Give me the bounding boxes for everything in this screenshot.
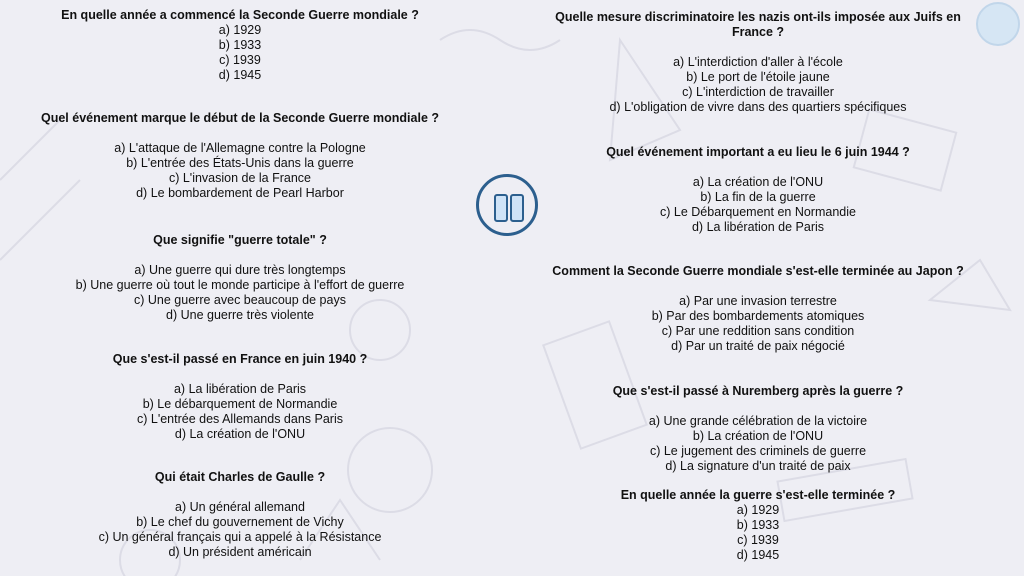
answer-option: a) Une grande célébration de la victoire xyxy=(648,414,868,428)
answer-option: a) L'attaque de l'Allemagne contre la Pologne xyxy=(114,141,366,155)
answer-option: a) Une guerre qui dure très longtemps xyxy=(134,263,346,277)
answer-option: d) La libération de Paris xyxy=(691,220,825,234)
question-title: Que s'est-il passé en France en juin 1940 ? xyxy=(112,352,368,366)
question-title: En quelle année la guerre s'est-elle terminée ? xyxy=(620,488,896,502)
answer-option: c) L'invasion de la France xyxy=(168,171,312,185)
question-block-5 xyxy=(20,470,460,560)
question-block-6 xyxy=(518,10,998,115)
question-block-10 xyxy=(518,488,998,563)
question-block-3 xyxy=(20,233,460,323)
question-title: Comment la Seconde Guerre mondiale s'est-elle terminée au Japon ? xyxy=(552,264,964,278)
answer-option: c) Une guerre avec beaucoup de pays xyxy=(134,293,346,307)
answer-option: b) Par des bombardements atomiques xyxy=(651,309,865,323)
answer-option: c) 1939 xyxy=(219,53,261,67)
answer-option: d) La signature d'un traité de paix xyxy=(665,459,851,473)
answer-option: d) Une guerre très violente xyxy=(166,308,314,322)
answer-option: c) Un général français qui a appelé à la Résistance xyxy=(98,530,382,544)
answer-option: a) La création de l'ONU xyxy=(692,175,824,189)
answer-option: c) L'entrée des Allemands dans Paris xyxy=(137,412,343,426)
answer-option: d) Par un traité de paix négocié xyxy=(671,339,845,353)
answer-option: a) Un général allemand xyxy=(175,500,305,514)
question-title-line1: Quelle mesure discriminatoire les nazis ont-ils imposée aux Juifs en xyxy=(555,10,961,24)
answer-option: d) 1945 xyxy=(218,68,262,82)
question-block-1 xyxy=(20,8,460,83)
question-title: Que signifie "guerre totale" ? xyxy=(153,233,327,247)
question-block-2 xyxy=(20,111,460,201)
answer-option: c) Le jugement des criminels de guerre xyxy=(649,444,867,458)
answer-option: d) 1945 xyxy=(736,548,780,562)
answer-option: a) L'interdiction d'aller à l'école xyxy=(673,55,843,69)
question-title: Quel événement marque le début de la Seconde Guerre mondiale ? xyxy=(40,111,440,125)
answer-option: a) Par une invasion terrestre xyxy=(679,294,837,308)
question-title: Quel événement important a eu lieu le 6 juin 1944 ? xyxy=(606,145,910,159)
answer-option: b) Le débarquement de Normandie xyxy=(142,397,338,411)
answer-option: b) Le chef du gouvernement de Vichy xyxy=(136,515,344,529)
question-title: Que s'est-il passé à Nuremberg après la guerre ? xyxy=(612,384,904,398)
answer-option: b) Le port de l'étoile jaune xyxy=(686,70,830,84)
question-block-7 xyxy=(518,145,998,235)
answer-option: c) L'interdiction de travailler xyxy=(682,85,834,99)
answer-option: b) 1933 xyxy=(736,518,780,532)
question-block-4 xyxy=(20,352,460,442)
answer-option: d) Un président américain xyxy=(168,545,312,559)
answer-option: a) La libération de Paris xyxy=(173,382,307,396)
answer-option: c) 1939 xyxy=(737,533,779,547)
answer-option: a) 1929 xyxy=(218,23,262,37)
answer-option: c) Par une reddition sans condition xyxy=(661,324,855,338)
answer-option: a) 1929 xyxy=(736,503,780,517)
question-block-8 xyxy=(518,264,998,354)
question-block-9 xyxy=(518,384,998,474)
answer-option: b) L'entrée des États-Unis dans la guerre xyxy=(126,156,354,170)
answer-option: b) Une guerre où tout le monde participe à l'effort de guerre xyxy=(75,278,405,292)
pause-bar-left xyxy=(494,194,508,222)
answer-option: b) La fin de la guerre xyxy=(700,190,816,204)
answer-option: d) La création de l'ONU xyxy=(174,427,306,441)
question-title: En quelle année a commencé la Seconde Guerre mondiale ? xyxy=(61,8,419,22)
answer-option: c) Le Débarquement en Normandie xyxy=(660,205,856,219)
question-title-line2: France ? xyxy=(731,25,785,39)
answer-option: d) Le bombardement de Pearl Harbor xyxy=(136,186,344,200)
answer-option: b) La création de l'ONU xyxy=(692,429,824,443)
answer-option: d) L'obligation de vivre dans des quartiers spécifiques xyxy=(609,100,907,114)
question-title: Qui était Charles de Gaulle ? xyxy=(154,470,326,484)
answer-option: b) 1933 xyxy=(218,38,262,52)
